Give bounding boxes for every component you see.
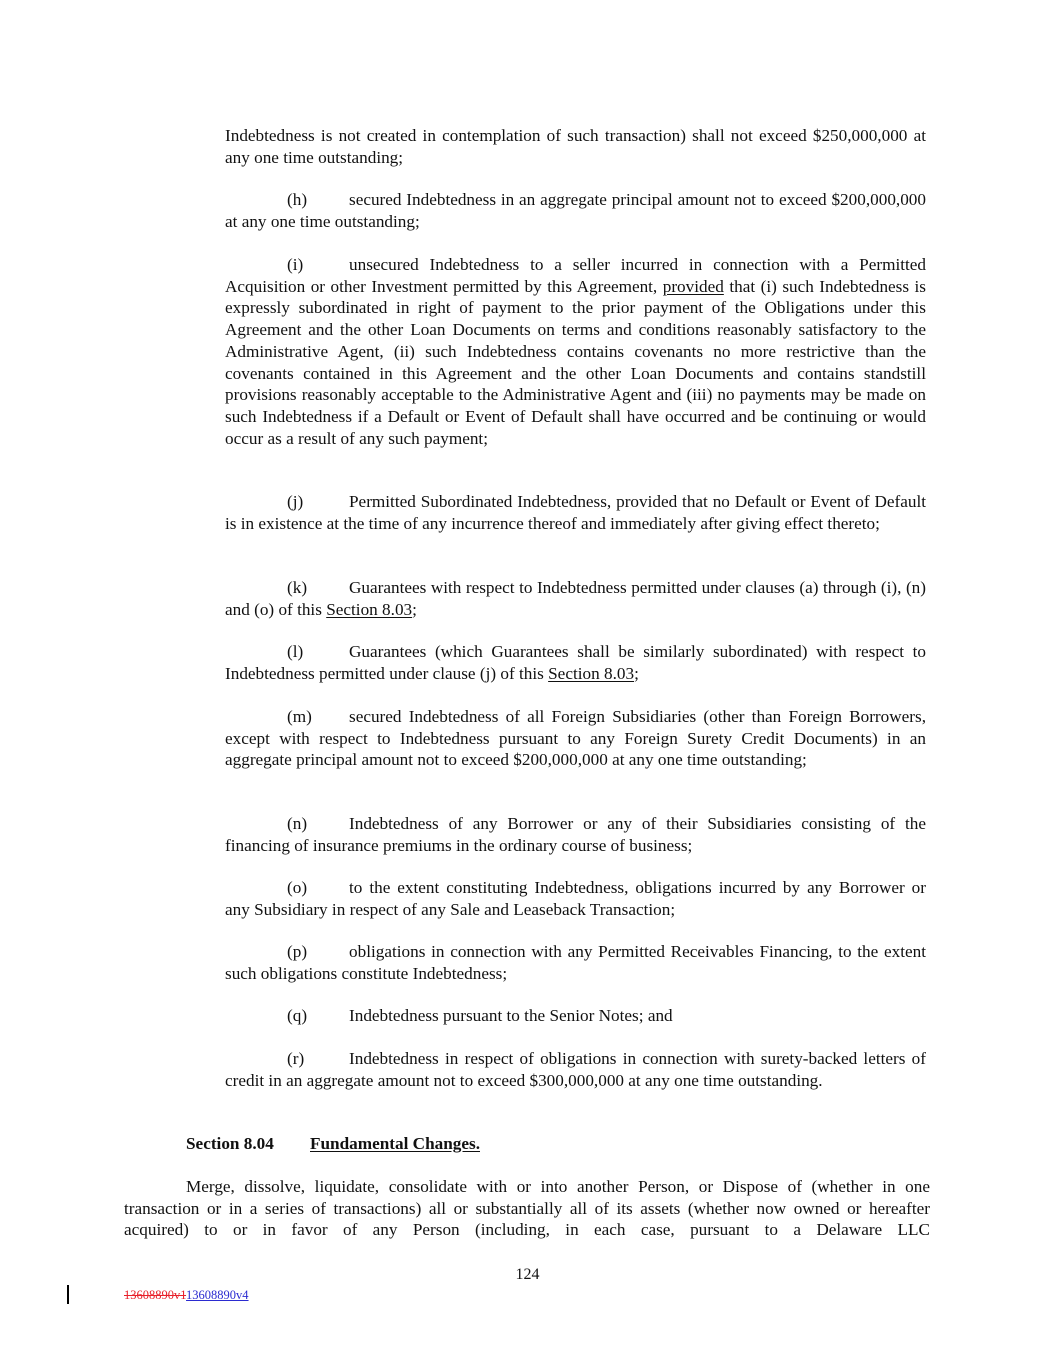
clause-m: (m) secured Indebtedness of all Foreign Subsidiaries (other than Foreign Borrowers, except with respect to Indebtedness pursuant to any Foreign Surety Credit Documents) in an aggregate principal amount not to exceed $200,000,000 at any one time outstanding; [225,707,926,770]
clause-q: (q) Indebtedness pursuant to the Senior Notes; and [287,1006,673,1025]
clause-label: (h) [287,190,308,209]
clause-label: (r) [287,1049,305,1068]
clause-l: (l) Guarantees (which Guarantees shall be similarly subordinated) with respect to Indebtedness permitted under clause (j) of this Section 8.03; [225,642,926,683]
clause-label: (l) [287,642,304,661]
section-body-paragraph: Merge, dissolve, liquidate, consolidate with or into another Person, or Dispose of (whether in one transaction or in a series of transactions) all or substantially all of its assets (whether now owned or hereafter acquired) to or in favor of any Person (including, in each case, pursuant to a Delaware LLC [124,1177,930,1240]
clause-i: (i) unsecured Indebtedness to a seller incurred in connection with a Permitted Acquisition or other Investment permitted by this Agreement, provided that (i) such Indebtedness is expressly subordinated in right of payment to the prior payment of the Obligations under this Agreement and the other Loan Documents on terms and conditions reasonably satisfactory to the Administrative Agent, (ii) such Indebtedness contains covenants no more restrictive than the covenants contained in this Agreement and the other Loan Documents and contains standstill provisions reasonably acceptable to the Administrative Agent and (iii) no payments may be made on such Indebtedness if a Default or Event of Default shall have occurred and be continuing or would occur as a result of any such payment; [225,255,926,448]
defined-term-provided: provided [662,276,724,296]
deleted-doc-id: 13608890v1 [124,1288,187,1302]
inserted-doc-id: 13608890v4 [186,1288,249,1302]
clause-label: (i) [287,255,304,274]
clause-h: (h) secured Indebtedness in an aggregate principal amount not to exceed $200,000,000 at any one time outstanding; [225,190,926,231]
page-number: 124 [515,1266,540,1283]
clause-j: (j) Permitted Subordinated Indebtedness, provided that no Default or Event of Default is in existence at the time of any incurrence thereof and immediately after giving effect thereto; [225,492,926,533]
clause-o: (o) to the extent constituting Indebtedness, obligations incurred by any Borrower or any Subsidiary in respect of any Sale and Leaseback Transaction; [225,878,926,919]
section-number: Section 8.04 [186,1134,274,1153]
clause-label: (o) [287,878,308,897]
section-reference-link[interactable]: Section 8.03 [326,599,413,619]
clause-n: (n) Indebtedness of any Borrower or any of their Subsidiaries consisting of the financing of insurance premiums in the ordinary course of business; [225,814,926,855]
clause-r: (r) Indebtedness in respect of obligations in connection with surety-backed letters of credit in an aggregate amount not to exceed $300,000,000 at any one time outstanding. [225,1049,926,1090]
continuation-paragraph: Indebtedness is not created in contemplation of such transaction) shall not exceed $250,000,000 at any one time outstanding; [225,126,926,167]
clause-label: (p) [287,942,308,961]
section-heading [186,1133,480,1155]
clause-p: (p) obligations in connection with any Permitted Receivables Financing, to the extent such obligations constitute Indebtedness; [225,942,926,983]
clause-label: (m) [287,707,312,726]
clause-label: (q) [287,1006,308,1025]
document-id [124,1288,249,1303]
clause-label: (n) [287,814,308,833]
clause-k: (k) Guarantees with respect to Indebtedness permitted under clauses (a) through (i), (n) and (o) of this Section 8.03; [225,578,926,619]
clause-label: (k) [287,578,308,597]
section-reference-link[interactable]: Section 8.03 [548,663,635,683]
clause-label: (j) [287,492,304,511]
revision-change-bar [67,1285,69,1304]
section-title: Fundamental Changes. [310,1134,480,1153]
